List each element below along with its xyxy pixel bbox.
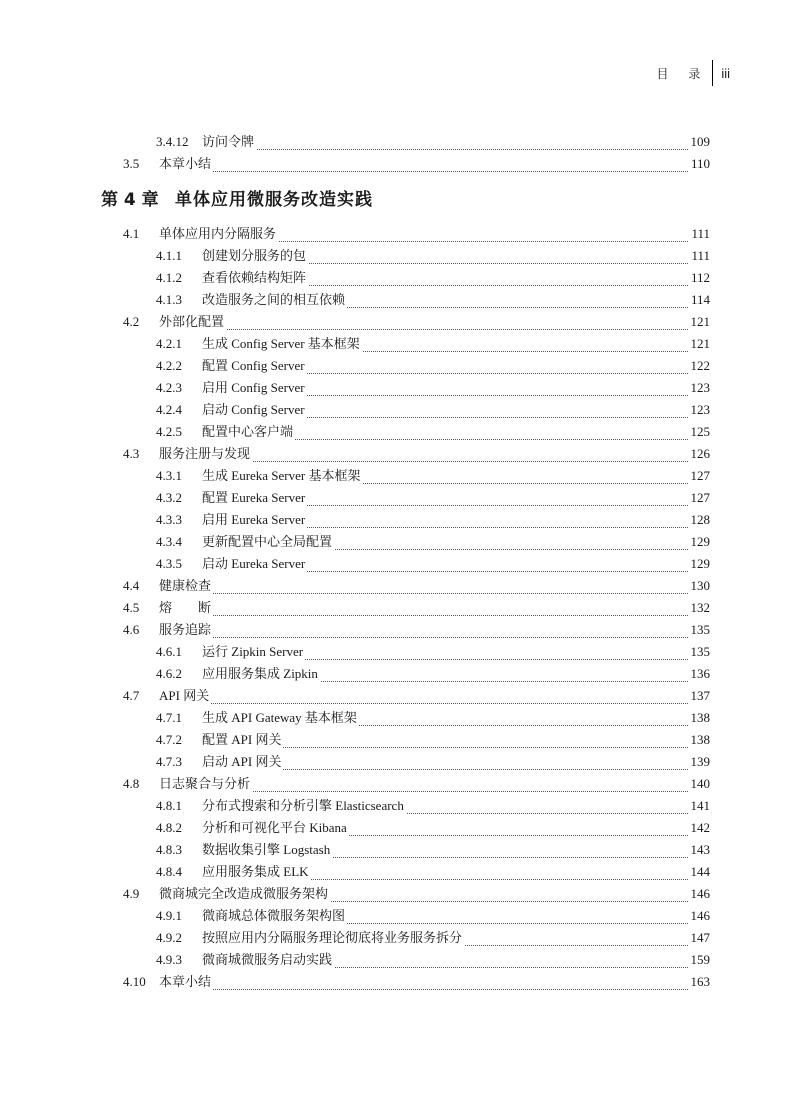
- toc-entry[interactable]: [0, 773, 800, 795]
- toc-entry-title: 服务追踪: [159, 619, 213, 641]
- toc-entry[interactable]: [0, 949, 800, 971]
- chapter-title: 单体应用微服务改造实践: [175, 190, 373, 210]
- toc-entry-title: 生成 API Gateway 基本框架: [202, 707, 359, 729]
- toc-entry[interactable]: [0, 531, 800, 553]
- toc-entry[interactable]: [0, 729, 800, 751]
- toc-entry-page: 139: [689, 751, 711, 773]
- toc-entry-page: 121: [689, 311, 711, 333]
- toc-entry-title: 启用 Config Server: [202, 377, 307, 399]
- toc-entry-title: 启动 API 网关: [202, 751, 283, 773]
- toc-entry-number: 4.7.3: [156, 754, 182, 769]
- toc-entry-number: 4.5: [123, 600, 140, 615]
- toc-entry-page: 136: [689, 663, 711, 685]
- toc-entry[interactable]: [0, 223, 800, 245]
- toc-entry-title: 配置 Config Server: [202, 355, 307, 377]
- toc-entry-number: 4.1.1: [156, 248, 182, 263]
- toc-entry-page: 114: [689, 289, 710, 311]
- toc-entry-number: 4.9.3: [156, 952, 182, 967]
- toc-entry-title: 本章小结: [159, 153, 213, 175]
- toc-entry[interactable]: [0, 861, 800, 883]
- toc-entry[interactable]: [0, 421, 800, 443]
- toc-entry-number: 4.2.1: [156, 336, 182, 351]
- toc-entry[interactable]: [0, 685, 800, 707]
- toc-entry[interactable]: [0, 355, 800, 377]
- toc-entry-title: 微商城总体微服务架构图: [202, 905, 347, 927]
- toc-entry-page: 159: [689, 949, 711, 971]
- toc-entry[interactable]: [0, 131, 800, 153]
- toc-entry-number: 4.2.4: [156, 402, 182, 417]
- toc-entry-number: 4.1: [123, 226, 140, 241]
- toc-entry-number: 4.4: [123, 578, 140, 593]
- toc-entry-page: 126: [689, 443, 711, 465]
- toc-entry-title: 应用服务集成 Zipkin: [202, 663, 320, 685]
- toc-entry-page: 127: [689, 487, 711, 509]
- toc-entry[interactable]: [0, 619, 800, 641]
- toc-entry-page: 123: [689, 377, 711, 399]
- toc-entry-number: 4.2.3: [156, 380, 182, 395]
- toc-entry-page: 127: [689, 465, 711, 487]
- toc-entry-number: 4.7: [123, 688, 140, 703]
- toc-entry-page: 128: [689, 509, 711, 531]
- toc-entry[interactable]: [0, 971, 800, 993]
- toc-entry-title: 服务注册与发现: [159, 443, 252, 465]
- toc-entry-page: 146: [689, 883, 711, 905]
- toc-entry-page: 135: [689, 619, 711, 641]
- toc-entry-title: 改造服务之间的相互依赖: [202, 289, 347, 311]
- toc-entry-title: 查看依赖结构矩阵: [202, 267, 308, 289]
- toc-entry-title: 外部化配置: [159, 311, 226, 333]
- toc-entry-page: 132: [689, 597, 711, 619]
- toc-entry-title: 配置中心客户端: [202, 421, 295, 443]
- dot-leader: [159, 691, 688, 704]
- toc-entry[interactable]: [0, 795, 800, 817]
- dot-leader: [159, 317, 688, 330]
- toc-entry-number: 4.1.2: [156, 270, 182, 285]
- toc-entry-title: 生成 Eureka Server 基本框架: [202, 465, 363, 487]
- toc-entry-number: 3.4.12: [156, 134, 189, 149]
- dot-leader: [159, 581, 688, 594]
- toc-entry-page: 122: [689, 355, 711, 377]
- toc-entry[interactable]: [0, 333, 800, 355]
- toc-entry-title: 生成 Config Server 基本框架: [202, 333, 362, 355]
- toc-entry-number: 4.9.1: [156, 908, 182, 923]
- toc-entry[interactable]: [0, 443, 800, 465]
- toc-entry[interactable]: [0, 817, 800, 839]
- toc-entry-number: 4.6.2: [156, 666, 182, 681]
- toc-entry-page: 142: [689, 817, 711, 839]
- toc-entry-number: 4.3.3: [156, 512, 182, 527]
- toc-entry-title: 分析和可视化平台 Kibana: [202, 817, 349, 839]
- toc-entry-page: 110: [689, 153, 710, 175]
- toc-entry-page: 138: [689, 707, 711, 729]
- toc-entry-page: 141: [689, 795, 711, 817]
- toc-entry-page: 163: [689, 971, 711, 993]
- toc-entry[interactable]: [0, 751, 800, 773]
- toc-entry-title: API 网关: [159, 685, 211, 707]
- toc-entry-title: 启动 Config Server: [202, 399, 307, 421]
- toc-entry-title: 应用服务集成 ELK: [202, 861, 311, 883]
- toc-entry[interactable]: [0, 267, 800, 289]
- toc-chapter-entries: [0, 223, 800, 993]
- toc-entry[interactable]: [0, 245, 800, 267]
- toc-entry[interactable]: [0, 663, 800, 685]
- toc-entry[interactable]: [0, 839, 800, 861]
- toc-entry[interactable]: [0, 927, 800, 949]
- toc-entry-page: 137: [689, 685, 711, 707]
- toc-entry-number: 4.3.5: [156, 556, 182, 571]
- toc-entry-title: 配置 Eureka Server: [202, 487, 307, 509]
- toc-entry-page: 140: [689, 773, 711, 795]
- toc-entry[interactable]: [0, 311, 800, 333]
- toc-entry-title: 创建划分服务的包: [202, 245, 308, 267]
- header-title: 目 录: [656, 66, 709, 81]
- toc-entry-number: 4.2: [123, 314, 140, 329]
- dot-leader: [202, 137, 688, 150]
- header-divider: [712, 60, 713, 86]
- toc-entry-page: 125: [689, 421, 711, 443]
- toc-entry-number: 4.3: [123, 446, 140, 461]
- toc-entry-number: 3.5: [123, 156, 140, 171]
- dot-leader: [159, 625, 688, 638]
- toc-entry-title: 熔 断: [159, 597, 213, 619]
- toc-entry-number: 4.8: [123, 776, 140, 791]
- chapter-heading: [0, 175, 800, 223]
- toc-entry-title: 启用 Eureka Server: [202, 509, 307, 531]
- toc-entry-number: 4.2.2: [156, 358, 182, 373]
- toc-entry[interactable]: [0, 509, 800, 531]
- toc-entry-page: 147: [689, 927, 711, 949]
- toc-entry-page: 111: [689, 245, 710, 267]
- toc-entry-number: 4.9.2: [156, 930, 182, 945]
- toc-entry[interactable]: [0, 153, 800, 175]
- dot-leader: [159, 977, 688, 990]
- toc-entry-number: 4.7.2: [156, 732, 182, 747]
- toc-entry-page: 135: [689, 641, 711, 663]
- toc-entry-title: 微商城完全改造成微服务架构: [159, 883, 330, 905]
- toc-entry-number: 4.7.1: [156, 710, 182, 725]
- toc-entry-number: 4.1.3: [156, 292, 182, 307]
- toc-entry-page: 109: [689, 131, 711, 153]
- toc-entry[interactable]: [0, 487, 800, 509]
- toc-entry[interactable]: [0, 905, 800, 927]
- toc-entry-page: 146: [689, 905, 711, 927]
- toc-entry[interactable]: [0, 575, 800, 597]
- running-header: [657, 58, 731, 88]
- toc-entry-title: 分布式搜索和分析引擎 Elasticsearch: [202, 795, 406, 817]
- toc-entry-title: 访问令牌: [202, 131, 256, 153]
- toc-entry[interactable]: [0, 883, 800, 905]
- toc-entry-page: 138: [689, 729, 711, 751]
- toc-entry-page: 143: [689, 839, 711, 861]
- table-of-contents: [0, 131, 800, 993]
- toc-entry[interactable]: [0, 553, 800, 575]
- toc-entry-page: 130: [689, 575, 711, 597]
- toc-entry-page: 144: [689, 861, 711, 883]
- toc-entry-page: 112: [689, 267, 710, 289]
- toc-entry-number: 4.3.4: [156, 534, 182, 549]
- toc-entry[interactable]: [0, 707, 800, 729]
- toc-entry-page: 129: [689, 531, 711, 553]
- toc-entry-number: 4.8.3: [156, 842, 182, 857]
- toc-entry-title: 按照应用内分隔服务理论彻底将业务服务拆分: [202, 927, 464, 949]
- toc-entry-number: 4.6: [123, 622, 140, 637]
- toc-entry-number: 4.3.2: [156, 490, 182, 505]
- toc-entry-number: 4.3.1: [156, 468, 182, 483]
- toc-entry-title: 启动 Eureka Server: [202, 553, 307, 575]
- toc-entry-title: 数据收集引擎 Logstash: [202, 839, 332, 861]
- toc-entry[interactable]: [0, 465, 800, 487]
- toc-entry-number: 4.6.1: [156, 644, 182, 659]
- toc-entry-number: 4.8.2: [156, 820, 182, 835]
- toc-entry[interactable]: [0, 377, 800, 399]
- toc-entry[interactable]: [0, 597, 800, 619]
- toc-entry-number: 4.9: [123, 886, 140, 901]
- toc-entry-title: 微商城微服务启动实践: [202, 949, 334, 971]
- toc-entry[interactable]: [0, 641, 800, 663]
- dot-leader: [159, 603, 688, 616]
- toc-entry-title: 运行 Zipkin Server: [202, 641, 305, 663]
- toc-entry-number: 4.8.4: [156, 864, 182, 879]
- toc-entry-page: 111: [689, 223, 710, 245]
- chapter-label: 第 4 章: [101, 190, 159, 210]
- toc-entry-number: 4.2.5: [156, 424, 182, 439]
- toc-entry-number: 4.8.1: [156, 798, 182, 813]
- toc-entry[interactable]: [0, 289, 800, 311]
- toc-entry-page: 123: [689, 399, 711, 421]
- toc-previous-chapter-entries: [0, 131, 800, 175]
- toc-entry-title: 单体应用内分隔服务: [159, 223, 278, 245]
- toc-entry-number: 4.10: [123, 974, 146, 989]
- toc-entry-title: 健康检查: [159, 575, 213, 597]
- toc-entry-title: 本章小结: [159, 971, 213, 993]
- toc-entry-title: 配置 API 网关: [202, 729, 283, 751]
- toc-entry-title: 更新配置中心全局配置: [202, 531, 334, 553]
- toc-entry-page: 121: [689, 333, 711, 355]
- toc-entry[interactable]: [0, 399, 800, 421]
- toc-entry-title: 日志聚合与分析: [159, 773, 252, 795]
- dot-leader: [159, 159, 688, 172]
- header-page-number: iii: [721, 65, 730, 81]
- toc-entry-page: 129: [689, 553, 711, 575]
